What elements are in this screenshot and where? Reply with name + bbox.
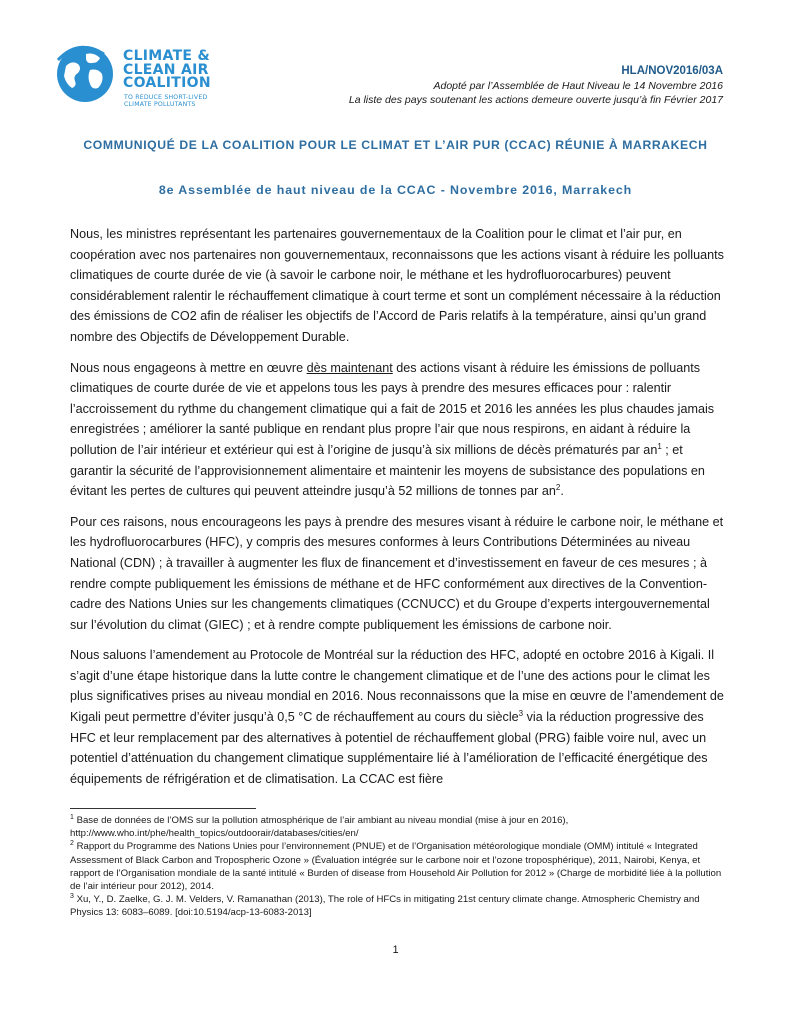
paragraph-1: Nous, les ministres représentant les partenaires gouvernementaux de la Coalition pour le climat et l’air pur, en coopération avec nos partenaires non gouvernementaux, reconnaissons que les actions visant à réduire les polluants climatiques de courte durée de vie (à savoir le carbone noir, le méthane et les hydrofluorocarbures) peuvent considérablement ralentir le réchauffement climatique à court terme et sont un complément nécessaire à la réduction des émissions de CO2 afin de réaliser les objectifs de l’Accord de Paris relatifs à la température, ainsi qu’un grand nombre des Objectifs de Développement Durable. <box>70 227 724 344</box>
paragraph-2-text: des actions visant à réduire les émissions de polluants climatiques de courte durée de vie et appelons tous les pays à prendre des mesures efficaces pour : ralentir l’accroissement du rythme du changement climatique qui a fait de 2015 et 2016 les années les plus chaudes jamais enregistrées ; améliorer la santé publique en rendant plus propre l’air que nous respirons, en aidant à réduire la pollution de l’air intérieur et extérieur qui est à l’origine de jusqu’à six millions de décès prématurés par an <box>70 360 715 457</box>
footnote-text: Xu, Y., D. Zaelke, G. J. M. Velders, V. Ramanathan (2013), The role of HFCs in mitigating 21st century climate change. Atmospheric Chemistry and Physics 13: 6083–6089. [doi:10.5194/acp-13-6083-2013] <box>70 894 700 919</box>
footnote-mark: 2 <box>70 840 74 848</box>
support-note: La liste des pays soutenant les actions demeure ouverte jusqu’à fin Février 2017 <box>348 94 723 106</box>
footnote-text: Base de données de l’OMS sur la pollution atmosphérique de l’air ambiant au niveau mondial (mise à jour en 2016), http://www.who.int/phe/health_topics/outdoorair/databases/cities/en/ <box>70 815 569 840</box>
paragraph-2-text: Nous nous engageons à mettre en œuvre <box>70 360 307 375</box>
footnote-ref-3: 3 <box>518 708 524 718</box>
logo-tagline-2: CLIMATE POLLUTANTS <box>124 101 196 108</box>
document-body <box>70 224 725 799</box>
paragraph-4-text: Nous saluons l’amendement au Protocole de Montréal sur la réduction des HFC, adopté en octobre 2016 à Kigali. Il s’agit d’une étape historique dans la lutte contre le changement climatique et de l’une des actions pour le climat les plus significatives prises au niveau mondial en 2016. Nous reconnaissons que la mise en œuvre de l’amendement de Kigali peut permettre d’éviter jusqu’à 0,5 °C de réchauffement au cours du siècle <box>70 648 724 725</box>
document-subtitle: 8e Assemblée de haut niveau de la CCAC - Novembre 2016, Marrakech <box>158 183 633 197</box>
page-number: 1 <box>392 944 399 956</box>
footnote-3 <box>70 893 725 919</box>
paragraph-2-text: ; et garantir la sécurité de l’approvisionnement alimentaire et maintenir les moyens de subsistance des populations en évitant les pertes de cultures qui peuvent atteindre jusqu’à 52 millions de tonnes par an <box>70 442 705 499</box>
paragraph-2-text: . <box>560 484 564 499</box>
footnote-1 <box>70 814 725 840</box>
footnote-mark: 1 <box>70 813 74 821</box>
logo-tagline <box>124 94 207 108</box>
paragraph-4-text: via la réduction progressive des HFC et leur remplacement par des alternatives à potentiel de réchauffement global (PRG) faible voire nul, avec un potentiel d’atténuation du changement climatique supplémentaire lié à l’amélioration de l’efficacité énergétique des équipements de réfrigération et de climatisation. La CCAC est fière <box>70 710 708 786</box>
paragraph-4 <box>70 645 725 789</box>
logo-line-3: COALITION <box>123 75 211 91</box>
footnote-ref-2: 2 <box>555 482 561 492</box>
document-title: COMMUNIQUÉ DE LA COALITION POUR LE CLIMAT ET L’AIR PUR (CCAC) RÉUNIE À MARRAKECH <box>83 138 708 152</box>
adoption-note: Adopté par l’Assemblée de Haut Niveau le 14 Novembre 2016 <box>433 80 723 92</box>
footnote-divider <box>70 808 256 809</box>
footnote-ref-1: 1 <box>657 441 662 451</box>
document-code: HLA/NOV2016/03A <box>621 65 723 77</box>
logo-line-1: CLIMATE & <box>123 48 210 64</box>
footnote-text: Rapport du Programme des Nations Unies pour l’environnement (PNUE) et de l’Organisation météorologique mondiale (OMM) intitulé « Integrated Assessment of Black Carbon and Tropospheric Ozone » (Évaluation intégrée sur le carbone noir et l’ozone troposphérique), 2011, Nairobi, Kenya, et rapport de l’Organisation mondiale de la santé intitulé « Burden of disease from Household Air Pollution for 2012 » (Charge de morbidité liée à la pollution de l’air intérieur pour 2012), 2014. <box>70 841 722 893</box>
paragraph-2 <box>70 358 725 502</box>
globe-icon <box>52 40 118 106</box>
footnote-2 <box>70 840 725 893</box>
logo-line-2: CLEAN AIR <box>123 61 209 78</box>
ccac-logo <box>52 40 252 110</box>
underlined-text: dès maintenant <box>306 360 393 375</box>
document-reference <box>349 64 723 107</box>
logo-tagline-1: TO REDUCE SHORT-LIVED <box>124 94 208 101</box>
logo-wordmark <box>123 50 211 91</box>
footnote-mark: 3 <box>70 893 74 901</box>
paragraph-3: Pour ces raisons, nous encourageons les pays à prendre des mesures visant à réduire le carbone noir, le méthane et les hydrofluorocarbures (HFC), y compris des mesures conformes à leurs Contributions Déterminées au niveau National (CDN) ; à travailler à augmenter les flux de financement et d’investissement en faveur de ces mesures ; à rendre compte publiquement les émissions de méthane et de HFC conformément aux directives de la Convention-cadre des Nations Unies sur les changements climatiques (CCNUCC) et du Groupe d’experts intergouvernemental sur l’évolution du climat (GIEC) ; et à rendre compte publiquement les émissions de carbone noir. <box>70 514 724 632</box>
footnotes <box>70 814 725 920</box>
